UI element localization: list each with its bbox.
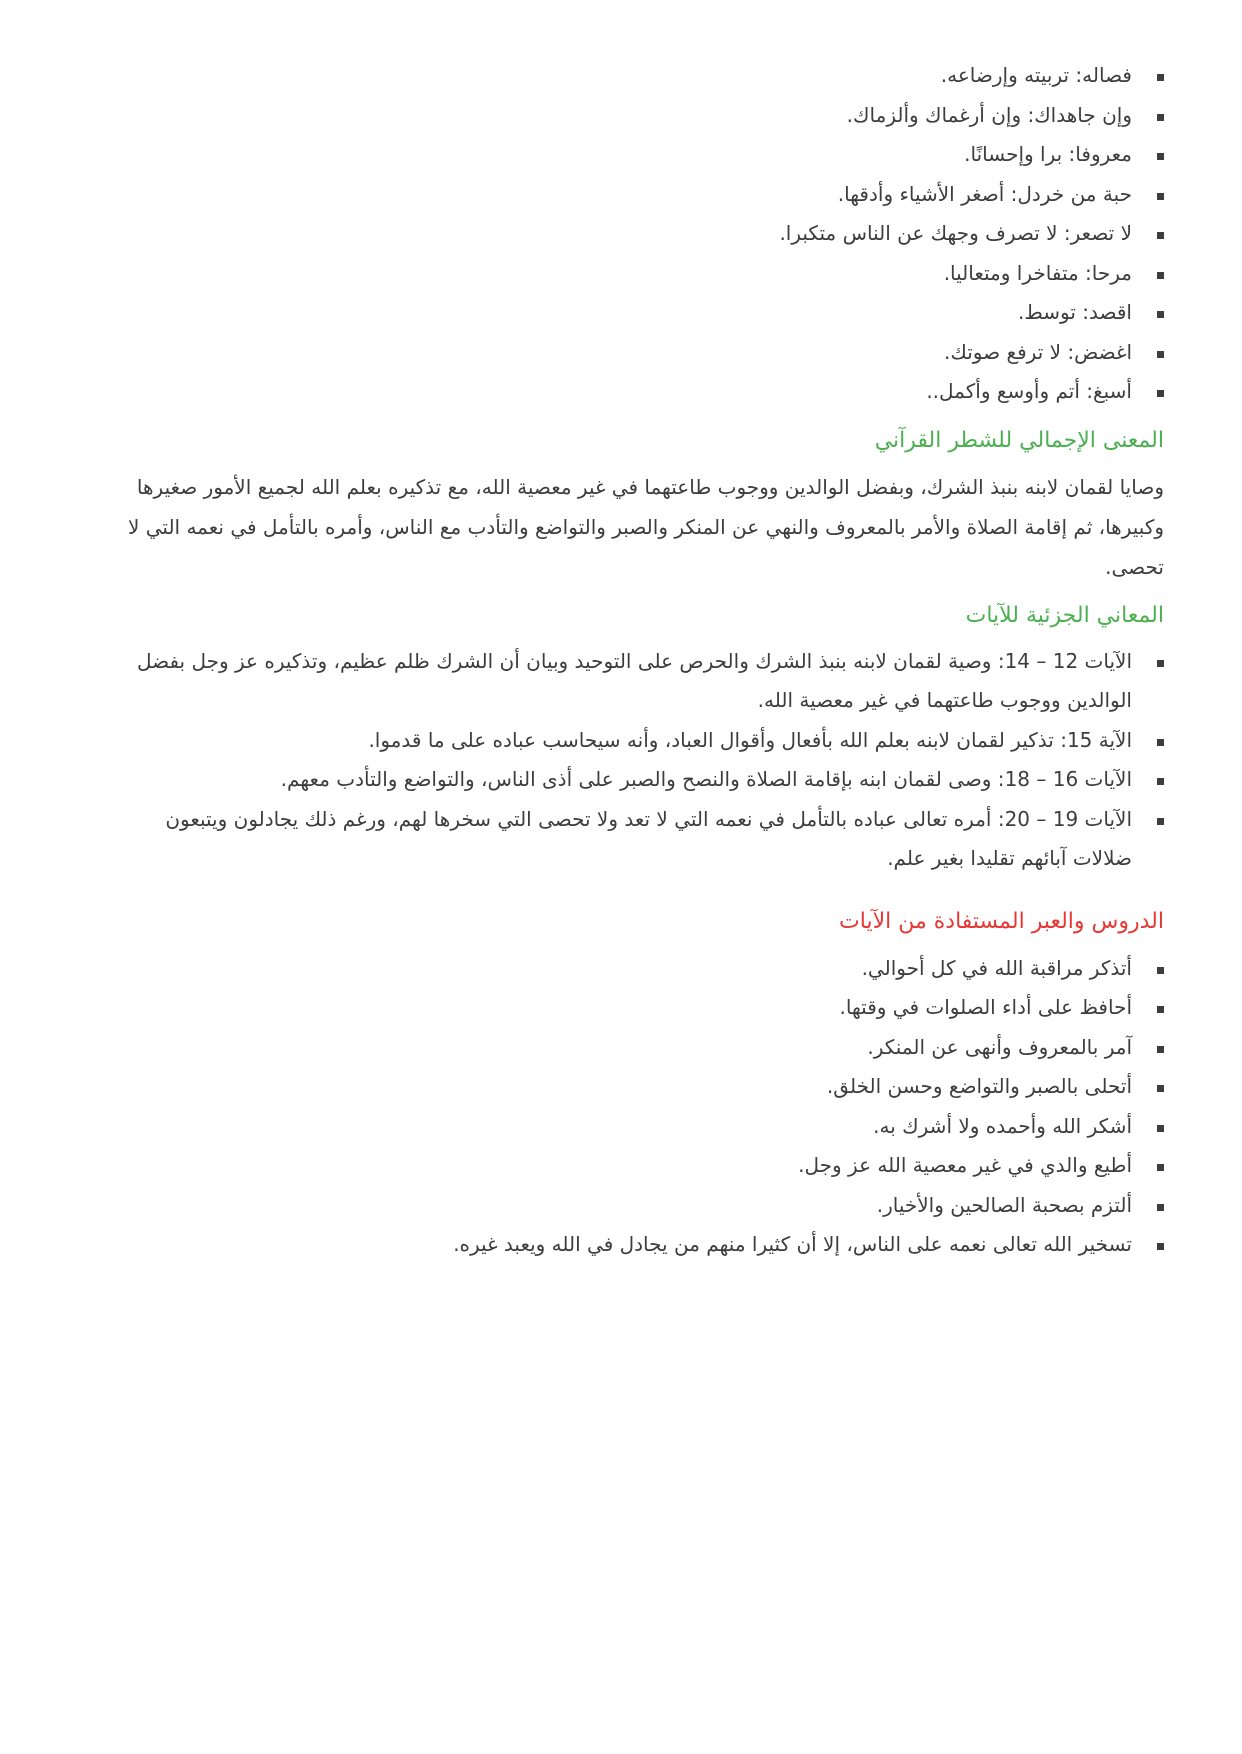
vocabulary-list	[112, 56, 1164, 412]
list-item: أتحلى بالصبر والتواضع وحسن الخلق.	[112, 1067, 1164, 1107]
overall-meaning-heading: المعنى الإجمالي للشطر القرآني	[874, 427, 1164, 453]
square-bullet-icon	[1157, 232, 1164, 239]
square-bullet-icon	[1157, 272, 1164, 279]
square-bullet-icon	[1157, 778, 1164, 785]
square-bullet-icon	[1157, 351, 1164, 358]
list-item: أشكر الله وأحمده ولا أشرك به.	[112, 1107, 1164, 1147]
partial-meanings-heading: المعاني الجزئية للآيات	[965, 602, 1164, 628]
square-bullet-icon	[1157, 1243, 1164, 1250]
list-item: أحافظ على أداء الصلوات في وقتها.	[112, 988, 1164, 1028]
square-bullet-icon	[1157, 660, 1164, 667]
overall-meaning-paragraph: وصايا لقمان لابنه بنبذ الشرك، وبفضل الوالدين ووجوب طاعتهما في غير معصية الله، مع تذكيره بعلم الله لجميع الأمور صغيرها وكبيرها، ثم إقامة الصلاة والأمر بالمعروف والنهي عن المنكر والصبر والتواضع والتأدب مع الناس، وأمره بالتأمل في نعمه التي لا تحصى.	[127, 474, 1164, 579]
list-item: أتذكر مراقبة الله في كل أحوالي.	[112, 949, 1164, 989]
list-item: الآيات 12 – 14: وصية لقمان لابنه بنبذ الشرك والحرص على التوحيد وبيان أن الشرك ظلم عظيم، وتذكيره عز وجل بفضل الوالدين ووجوب طاعتهما في غير معصية الله.	[112, 642, 1164, 721]
list-item: الآية 15: تذكير لقمان لابنه بعلم الله بأفعال وأقوال العباد، وأنه سيحاسب عباده على ما قدموا.	[112, 721, 1164, 761]
lessons-list	[112, 949, 1164, 1265]
square-bullet-icon	[1157, 739, 1164, 746]
list-item: مرحا: متفاخرا ومتعاليا.	[112, 254, 1164, 294]
lessons-heading: الدروس والعبر المستفادة من الآيات	[839, 908, 1164, 934]
square-bullet-icon	[1157, 311, 1164, 318]
square-bullet-icon	[1157, 1085, 1164, 1092]
document-page	[112, 56, 1164, 1265]
square-bullet-icon	[1157, 967, 1164, 974]
list-item: الآيات 16 – 18: وصى لقمان ابنه بإقامة الصلاة والنصح والصبر على أذى الناس، والتواضع والتأدب معهم.	[112, 760, 1164, 800]
square-bullet-icon	[1157, 1164, 1164, 1171]
list-item: آمر بالمعروف وأنهى عن المنكر.	[112, 1028, 1164, 1068]
square-bullet-icon	[1157, 193, 1164, 200]
list-item: تسخير الله تعالى نعمه على الناس، إلا أن كثيرا منهم من يجادل في الله ويعبد غيره.	[112, 1225, 1164, 1265]
square-bullet-icon	[1157, 818, 1164, 825]
list-item: ألتزم بصحبة الصالحين والأخيار.	[112, 1186, 1164, 1226]
square-bullet-icon	[1157, 1006, 1164, 1013]
list-item: أطيع والدي في غير معصية الله عز وجل.	[112, 1146, 1164, 1186]
square-bullet-icon	[1157, 153, 1164, 160]
list-item: لا تصعر: لا تصرف وجهك عن الناس متكبرا.	[112, 214, 1164, 254]
square-bullet-icon	[1157, 114, 1164, 121]
list-item: أسبغ: أتم وأوسع وأكمل..	[112, 372, 1164, 412]
square-bullet-icon	[1157, 390, 1164, 397]
list-item: معروفا: برا وإحسانًا.	[112, 135, 1164, 175]
list-item: الآيات 19 – 20: أمره تعالى عباده بالتأمل في نعمه التي لا تعد ولا تحصى التي سخرها لهم، ورغم ذلك يجادلون ويتبعون ضلالات آبائهم تقليدا بغير علم.	[112, 800, 1164, 879]
square-bullet-icon	[1157, 74, 1164, 81]
square-bullet-icon	[1157, 1046, 1164, 1053]
square-bullet-icon	[1157, 1204, 1164, 1211]
list-item: حبة من خردل: أصغر الأشياء وأدقها.	[112, 175, 1164, 215]
list-item: وإن جاهداك: وإن أرغماك وألزماك.	[112, 96, 1164, 136]
square-bullet-icon	[1157, 1125, 1164, 1132]
list-item: اقصد: توسط.	[112, 293, 1164, 333]
list-item: فصاله: تربيته وإرضاعه.	[112, 56, 1164, 96]
partial-meanings-list	[112, 642, 1164, 879]
list-item: اغضض: لا ترفع صوتك.	[112, 333, 1164, 373]
